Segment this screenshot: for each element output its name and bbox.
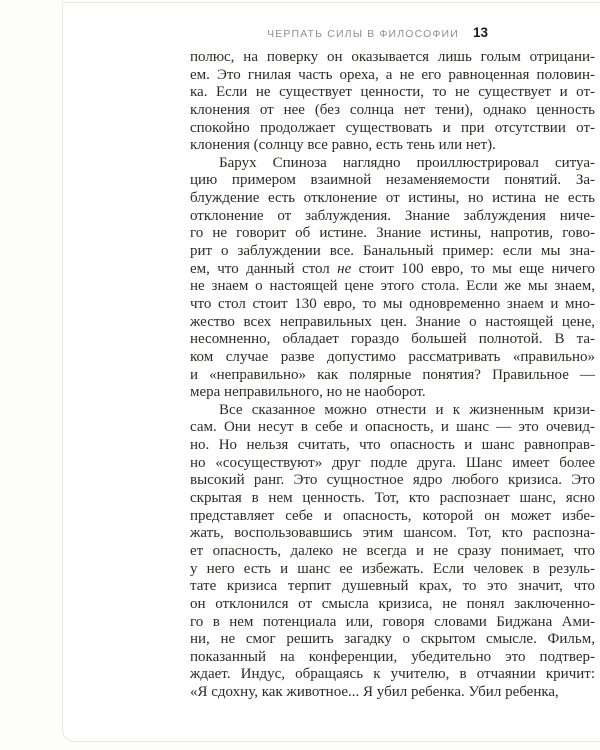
text-line: «Я сдохну, как животное... Я убил ребенка. Убил ребенка, xyxy=(190,684,559,701)
text-line: ка. Если не существует ценности, то не существует и от- xyxy=(190,84,595,101)
text-line: у него есть и шанс ее избежать. Если человек в резуль- xyxy=(190,560,595,577)
text-line: что стол стоит 130 евро, то мы одновременно знаем и мно- xyxy=(190,295,595,312)
text-line: го в нем потенциала или, говоря словами Биджана Ами- xyxy=(190,613,595,630)
text-line: рит о заблуждении все. Банальный пример: если мы зна- xyxy=(190,243,595,260)
text-line: ем, что данный стол не стоит 100 евро, то мы еще ничего xyxy=(190,260,595,277)
text-line: ет опасность, далеко не всегда и не сразу понимает, что xyxy=(190,542,595,559)
text-line: не знаем о настоящей цене этого стола. Если же мы знаем, xyxy=(190,278,595,295)
text-block xyxy=(190,49,595,702)
text-line: го не говорит об истине. Знание истины, напротив, гово- xyxy=(190,225,595,242)
text-line: он отклонился от смысла кризиса, не понял заключенно- xyxy=(190,595,595,612)
text-line: отклонение от заблуждения. Знание заблуждения ниче- xyxy=(190,207,595,224)
text-line: блуждение есть отклонение от истины, но истина не есть xyxy=(190,190,595,207)
text-line: тате кризиса терпит душевный крах, то это значит, что xyxy=(190,578,595,595)
paragraph xyxy=(190,155,595,402)
text-line: спокойно продолжает существовать и при отсутствии от- xyxy=(190,119,595,136)
text-line: показанный на конференции, убедительно это подтвер- xyxy=(190,648,595,665)
text-line: ком случае разве допустимо рассматривать «правильно» xyxy=(190,348,595,365)
text-line: Все сказанное можно отнести и к жизненным кризи- xyxy=(219,401,595,418)
text-line: ждает. Индус, обращаясь к учителю, в отчаянии кричит: xyxy=(190,666,595,683)
text-line: жество всех неправильных цен. Знание о настоящей цене, xyxy=(190,313,595,330)
text-line: несомненно, обладает гораздо большей полнотой. В та- xyxy=(190,331,595,348)
text-line: и «неправильно» как полярные понятия? Правильное — xyxy=(190,366,595,383)
text-line: скрытая в нем ценность. Тот, кто распознает шанс, ясно xyxy=(190,490,595,507)
paragraph xyxy=(190,49,595,155)
running-title: ЧЕРПАТЬ СИЛЫ В ФИЛОСОФИИ xyxy=(267,28,459,40)
text-line: клонения (солнцу все равно, есть тень или нет). xyxy=(190,137,496,154)
text-line: полюс, на поверку он оказывается лишь голым отрицани- xyxy=(190,49,595,65)
text-line: ем. Это гнилая часть ореха, а не его равноценная половин- xyxy=(190,66,595,83)
paragraph xyxy=(190,402,595,702)
text-line: Барух Спиноза наглядно проиллюстрировал ситуа- xyxy=(219,154,595,171)
text-line: ни, не смог решить загадку о скрытом смысле. Фильм, xyxy=(190,631,595,648)
book-page xyxy=(62,2,600,742)
page-header xyxy=(267,25,488,40)
text-line: но «сосуществуют» друг подле друга. Шанс имеет более xyxy=(190,454,595,471)
page-number: 13 xyxy=(472,25,488,40)
text-line: клонения от нее (без солнца нет тени), однако ценность xyxy=(190,101,595,118)
text-line: цию примером взаимной незаменяемости понятий. За- xyxy=(190,172,595,189)
text-line: представляет себе и опасность, которой он может избе- xyxy=(190,507,595,524)
text-line: мера неправильного, но не наоборот. xyxy=(190,384,426,401)
text-line: сам. Они несут в себе и опасность, и шанс — это очевид- xyxy=(190,419,595,436)
text-line: жать, воспользовавшись этим шансом. Тот, кто распозна- xyxy=(190,525,595,542)
text-line: но. Но нельзя считать, что опасность и шанс равноправ- xyxy=(190,437,595,454)
text-line: высокий ранг. Это сущностное ядро любого кризиса. Это xyxy=(190,472,595,489)
